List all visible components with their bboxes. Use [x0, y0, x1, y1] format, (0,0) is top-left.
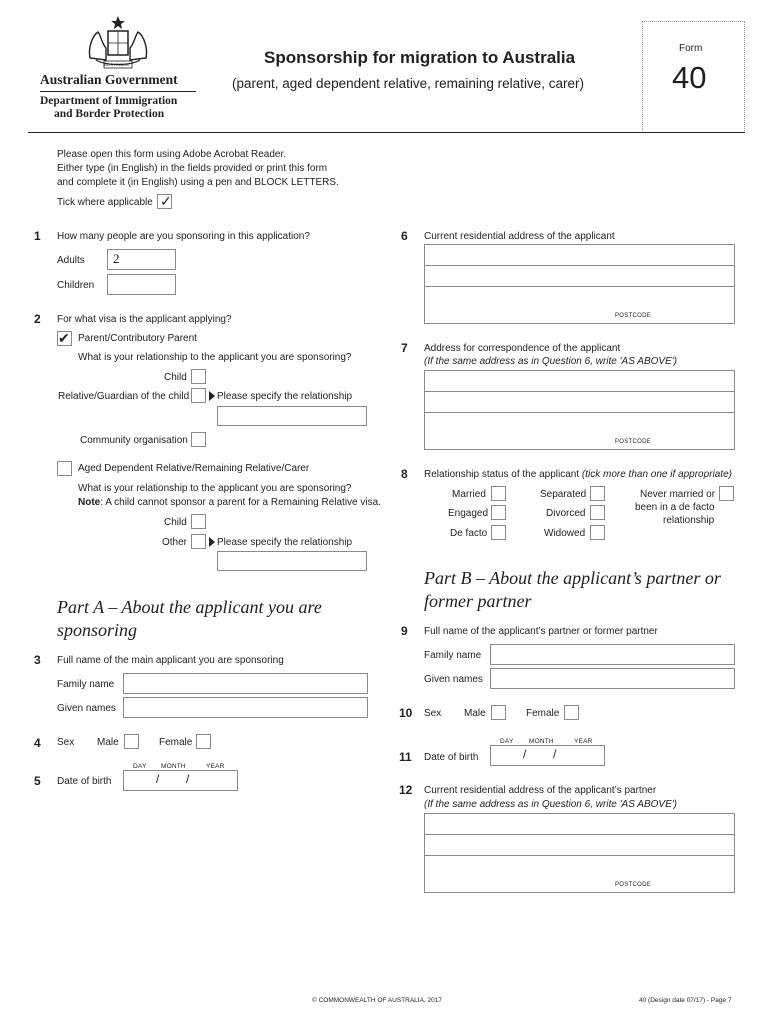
- question-number-6: 6: [401, 229, 408, 243]
- question-7-hint: (If the same address as in Question 6, write 'AS ABOVE'): [424, 356, 677, 367]
- address-line: [425, 413, 734, 434]
- partner-given-names-label: Given names: [424, 674, 483, 685]
- form-subtitle: (parent, aged dependent relative, remaining relative, carer): [232, 76, 584, 91]
- address-line: [425, 814, 734, 835]
- widowed-checkbox[interactable]: [590, 525, 605, 540]
- department-name-1: Department of Immigration: [40, 95, 178, 107]
- dob-label: Date of birth: [57, 776, 112, 787]
- engaged-checkbox[interactable]: [491, 505, 506, 520]
- partner-dob-separator-1: /: [523, 747, 527, 761]
- partner-dob-separator-2: /: [553, 747, 557, 761]
- partner-family-name-input[interactable]: [490, 644, 735, 665]
- guardian-checkbox[interactable]: [191, 388, 206, 403]
- dob-month-label: MONTH: [161, 763, 186, 770]
- address-line: [425, 371, 734, 392]
- address-line: [425, 245, 734, 266]
- question-7-text: Address for correspondence of the applicant: [424, 343, 621, 354]
- given-names-input[interactable]: [123, 697, 368, 718]
- partner-dob-input[interactable]: [490, 745, 605, 766]
- address-line: [425, 392, 734, 413]
- question-number-7: 7: [401, 341, 408, 355]
- form-number-box: [642, 21, 745, 131]
- community-checkbox[interactable]: [191, 432, 206, 447]
- department-name-2: and Border Protection: [54, 108, 165, 120]
- divorced-label: Divorced: [546, 508, 586, 519]
- partner-dob-year-label: YEAR: [574, 738, 593, 745]
- partner-dob-month-label: MONTH: [529, 738, 554, 745]
- female-checkbox[interactable]: [196, 734, 211, 749]
- dob-year-label: YEAR: [206, 763, 225, 770]
- other-checkbox[interactable]: [191, 534, 206, 549]
- address-line: [425, 287, 734, 308]
- defacto-label: De facto: [450, 528, 488, 539]
- part-b-heading-1: Part B – About the applicant’s partner or: [424, 568, 721, 588]
- question-number-5: 5: [34, 774, 41, 788]
- child-label: Child: [164, 372, 187, 383]
- question-number-10: 10: [399, 706, 413, 720]
- tick-example-mark: ✓: [160, 193, 172, 209]
- defacto-checkbox[interactable]: [491, 525, 506, 540]
- child-checkbox[interactable]: [191, 369, 206, 384]
- opt2-relationship-question: What is your relationship to the applicant you are sponsoring?: [78, 483, 352, 494]
- female-label: Female: [159, 737, 193, 748]
- address-line: [425, 266, 734, 287]
- family-name-label: Family name: [57, 679, 115, 690]
- partner-dob-day-label: DAY: [500, 738, 514, 745]
- never-married-label-2: been in a de facto: [635, 502, 715, 513]
- part-b-heading-2: former partner: [424, 591, 532, 611]
- crest-motto: AUSTRALIA: [104, 62, 129, 67]
- never-married-label-3: relationship: [663, 515, 715, 526]
- aged-dependent-label: Aged Dependent Relative/Remaining Relative/Carer: [78, 463, 310, 474]
- other-label: Other: [162, 537, 188, 548]
- question-number-8: 8: [401, 467, 408, 481]
- copyright: © COMMONWEALTH OF AUSTRALIA, 2017: [312, 997, 442, 1004]
- partner-dob-label: Date of birth: [424, 752, 479, 763]
- divorced-checkbox[interactable]: [590, 505, 605, 520]
- government-name: Australian Government: [40, 72, 178, 87]
- question-number-2: 2: [34, 312, 41, 326]
- children-input[interactable]: [107, 274, 176, 295]
- parent-contributory-label: Parent/Contributory Parent: [78, 333, 197, 344]
- tick-label: Tick where applicable: [57, 197, 153, 208]
- address-line: [425, 835, 734, 856]
- specify-relationship-2-label: Please specify the relationship: [217, 537, 353, 548]
- separated-checkbox[interactable]: [590, 486, 605, 501]
- engaged-label: Engaged: [448, 508, 489, 519]
- partner-male-label: Male: [464, 708, 486, 719]
- question-number-9: 9: [401, 624, 408, 638]
- widowed-label: Widowed: [544, 528, 586, 539]
- guardian-label: Relative/Guardian of the child: [58, 391, 190, 402]
- adults-value: 2: [113, 251, 120, 266]
- question-8-main: Relationship status of the applicant: [424, 469, 582, 480]
- partner-given-names-input[interactable]: [490, 668, 735, 689]
- sex-label: Sex: [57, 737, 75, 748]
- header-divider: [28, 132, 745, 133]
- question-number-12: 12: [399, 783, 413, 797]
- other-relationship-input[interactable]: [217, 551, 367, 571]
- part-a-heading-2: sponsoring: [57, 620, 138, 640]
- correspondence-address-input[interactable]: [424, 370, 735, 450]
- arrow-right-icon: [209, 537, 215, 547]
- arrow-right-icon: [209, 391, 215, 401]
- page-info: 40 (Design date 07/17) - Page 7: [639, 997, 732, 1004]
- question-number-1: 1: [34, 229, 41, 243]
- partner-male-checkbox[interactable]: [491, 705, 506, 720]
- given-names-label: Given names: [57, 703, 116, 714]
- postcode-label: POSTCODE: [615, 882, 652, 888]
- dob-day-label: DAY: [133, 763, 147, 770]
- male-checkbox[interactable]: [124, 734, 139, 749]
- note-body: : A child cannot sponsor a parent for a Remaining Relative visa.: [100, 497, 381, 508]
- partner-family-name-label: Family name: [424, 650, 482, 661]
- married-label: Married: [452, 489, 486, 500]
- note-bold: Note: [78, 497, 101, 508]
- adults-label: Adults: [57, 255, 85, 266]
- question-number-11: 11: [399, 750, 412, 764]
- question-8-text: [424, 469, 732, 480]
- postcode-label: POSTCODE: [615, 313, 652, 319]
- separated-label: Separated: [540, 489, 587, 500]
- never-married-label-1: Never married or: [640, 489, 716, 500]
- dob-input[interactable]: [123, 770, 238, 791]
- parent-contributory-tick: ✔: [58, 330, 70, 346]
- question-12-text: Current residential address of the applicant’s partner: [424, 785, 657, 796]
- partner-female-label: Female: [526, 708, 560, 719]
- instruction-line-2: Either type (in English) in the fields provided or print this form: [57, 163, 328, 174]
- form-label: Form: [679, 43, 703, 54]
- form-title: Sponsorship for migration to Australia: [264, 48, 576, 67]
- question-6-text: Current residential address of the applicant: [424, 231, 615, 242]
- instruction-line-1: Please open this form using Adobe Acrobat Reader.: [57, 149, 287, 160]
- specify-relationship-label: Please specify the relationship: [217, 391, 353, 402]
- question-1-text: How many people are you sponsoring in this application?: [57, 231, 310, 242]
- child2-label: Child: [164, 517, 187, 528]
- question-8-hint: (tick more than one if appropriate): [581, 469, 732, 480]
- guardian-relationship-input[interactable]: [217, 406, 367, 426]
- question-number-4: 4: [34, 736, 41, 750]
- children-label: Children: [57, 280, 95, 291]
- community-label: Community organisation: [80, 435, 188, 446]
- address-line: [425, 856, 734, 877]
- question-3-text: Full name of the main applicant you are sponsoring: [57, 655, 284, 666]
- partner-female-checkbox[interactable]: [564, 705, 579, 720]
- question-9-text: Full name of the applicant’s partner or former partner: [424, 626, 658, 637]
- header-rule: [40, 91, 196, 92]
- opt1-relationship-question: What is your relationship to the applicant you are sponsoring?: [78, 352, 352, 363]
- partner-address-input[interactable]: [424, 813, 735, 893]
- form-number: 40: [672, 60, 707, 95]
- instruction-line-3: and complete it (in English) using a pen and BLOCK LETTERS.: [57, 177, 339, 188]
- dob-separator-2: /: [186, 772, 190, 786]
- question-number-3: 3: [34, 653, 41, 667]
- never-married-checkbox[interactable]: [719, 486, 734, 501]
- question-2-text: For what visa is the applicant applying?: [57, 314, 232, 325]
- aged-dependent-checkbox[interactable]: [57, 461, 72, 476]
- part-a-heading-1: Part A – About the applicant you are: [57, 597, 322, 617]
- dob-separator-1: /: [156, 772, 160, 786]
- child2-checkbox[interactable]: [191, 514, 206, 529]
- family-name-input[interactable]: [123, 673, 368, 694]
- married-checkbox[interactable]: [491, 486, 506, 501]
- residential-address-input[interactable]: [424, 244, 735, 324]
- male-label: Male: [97, 737, 119, 748]
- partner-sex-label: Sex: [424, 708, 442, 719]
- note-text: [78, 497, 381, 508]
- postcode-label: POSTCODE: [615, 439, 652, 445]
- question-12-hint: (If the same address as in Question 6, write 'AS ABOVE'): [424, 799, 677, 810]
